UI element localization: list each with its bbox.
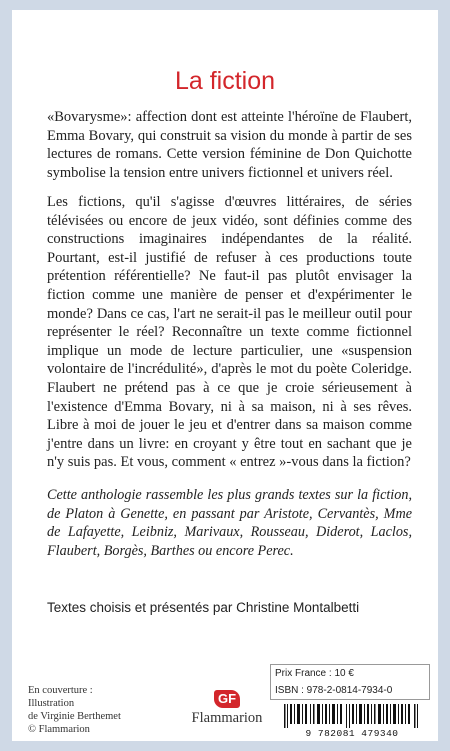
anthology-paragraph: Cette anthologie rassemble les plus grands textes sur la fiction, de Platon à Genette, en passant par Aristote, Cervantès, Mme de Lafayette, Leibniz, Marivaux, Rousseau, Diderot, Laclos, Flaubert, Borgès, Barthes ou encore Perec. <box>47 487 412 559</box>
cover-credit-line: © Flammarion <box>28 724 90 735</box>
cover-credit-line: Illustration <box>28 698 75 709</box>
cover-credit-line: En couverture : <box>28 685 93 696</box>
book-back-cover <box>12 10 438 741</box>
publisher-name: Flammarion <box>191 710 263 726</box>
cover-credit-line: de Virginie Berthemet <box>28 711 121 722</box>
gf-logo-icon: GF <box>214 690 240 708</box>
barcode-icon <box>284 704 420 728</box>
body-paragraph: Les fictions, qu'il s'agisse d'œuvres littéraires, de séries télévisées ou encore de jeux vidéo, sont définies comme des constructions imaginaires indépendantes de la réalité. Pourtant, est-il justifié de refuser à ces productions toute prétention référentielle? Ne faut-il pas plutôt envisager la fiction comme une manière de penser et d'expérimenter le monde? Dans ce cas, l'art ne serait-il pas le meilleur outil pour représenter le réel? Reconnaître un texte comme fictionnel implique un mode de lecture particulier, une «suspension volontaire de l'incrédulité», d'après le mot du poète Coleridge. Flaubert ne prétend pas à ce que je croie sérieusement à l'existence d'Emma Bovary, ni à sa maison, ni à ses rêves. Libre à moi de jouer le jeu et d'entrer dans sa maison comme j'entre dans un livre: en croyant y être tout en sachant que je n'y suis pas. Et vous, comment « entrez »-vous dans la fiction? <box>47 194 412 471</box>
book-title: La fiction <box>174 66 276 95</box>
editor-credits: Textes choisis et présentés par Christine Montalbetti <box>47 600 360 615</box>
isbn-label: ISBN : 978-2-0814-7934-0 <box>275 685 393 696</box>
intro-paragraph: «Bovarysme»: affection dont est atteinte l'héroïne de Flaubert, Emma Bovary, qui construit sa vision du monde à partir de ses lectures de romans. Cette version féminine de Don Quichotte symbolise la tension entre univers fictionnel et univers réel. <box>47 109 412 181</box>
price-label: Prix France : 10 € <box>275 668 354 679</box>
cover-illustration-credit <box>28 684 168 736</box>
price-box <box>270 664 430 700</box>
barcode <box>274 700 430 745</box>
barcode-digits: 9 782081 479340 <box>305 728 399 739</box>
